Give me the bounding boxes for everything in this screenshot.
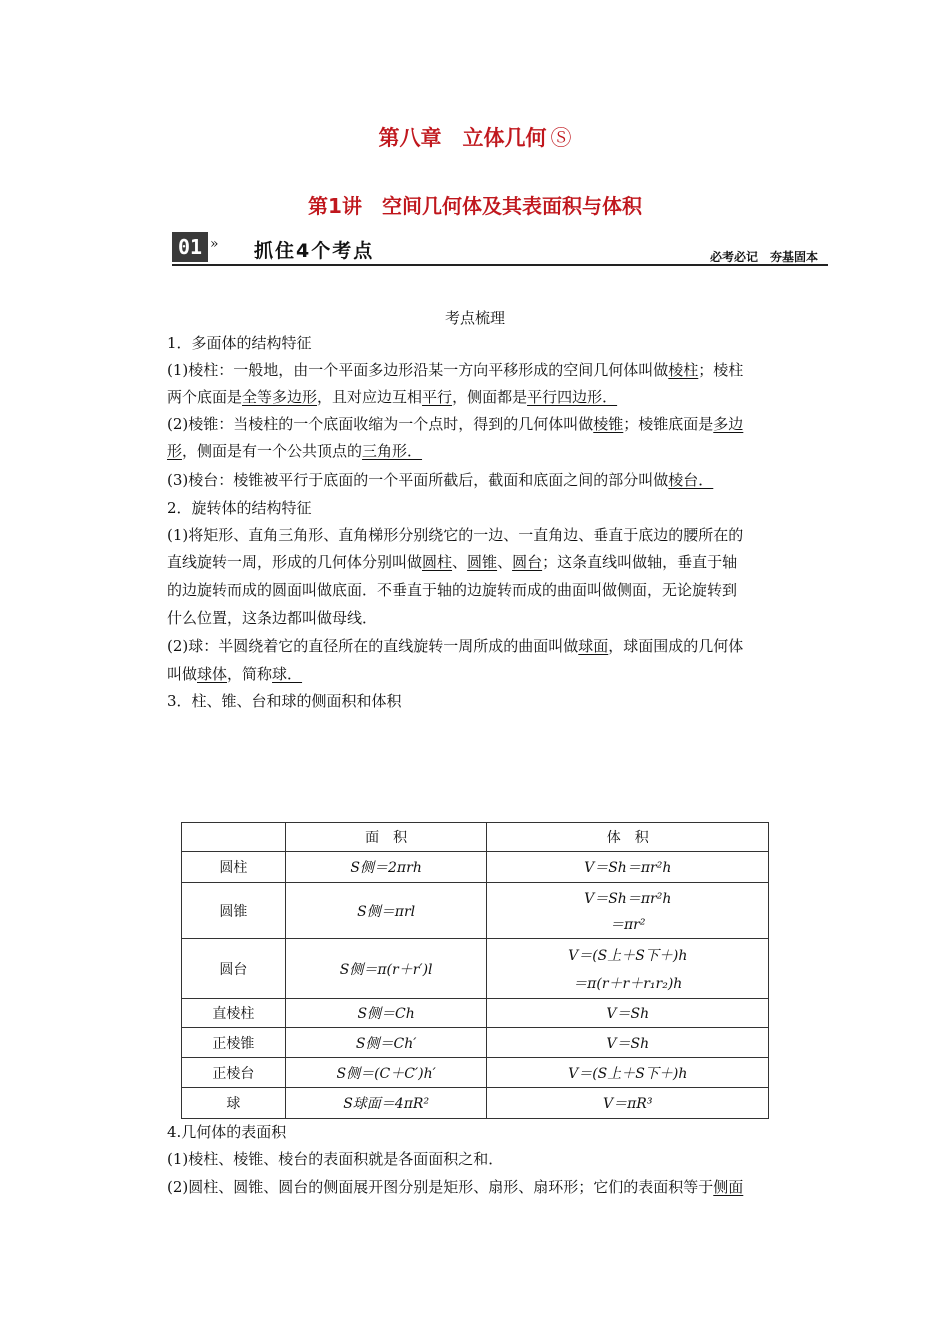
chapter-title: 第八章 立体几何 Ⓢ — [378, 126, 572, 150]
para-1a: (1)棱柱：一般地，由一个平面多边形沿某一方向平移形成的空间几何体叫做棱柱；棱柱 — [167, 361, 744, 379]
header-area: 面 积 — [285, 823, 487, 852]
heading-1: 1．多面体的结构特征 — [167, 334, 312, 352]
section-heading: 考点梳理 — [444, 309, 505, 327]
badge-icon: Ⓢ — [550, 126, 572, 150]
row-name: 圆台 — [182, 939, 286, 999]
row-name: 球 — [182, 1088, 286, 1119]
row-area: S侧＝2πrh — [285, 852, 487, 883]
table-row — [182, 1088, 769, 1119]
row-volume: V＝Sh＝πr²h — [487, 852, 769, 883]
arrow-icon: » — [210, 236, 219, 252]
row-name: 正棱台 — [182, 1058, 286, 1088]
table-row — [182, 999, 769, 1028]
rot-1b: 直线旋转一周，形成的几何体分别叫做圆柱、圆锥、圆台；这条直线叫做轴，垂直于轴 — [167, 553, 738, 571]
row-volume: V＝(S上＋S下＋)h ＝π(r＋r＋r₁r₂)h — [487, 939, 769, 999]
rot-1a: (1)将矩形、直角三角形、直角梯形分别绕它的一边、一直角边、垂直于底边的腰所在的 — [167, 526, 744, 544]
para-1b: 两个底面是全等多边形，且对应边互相平行，侧面都是平行四边形． — [167, 388, 618, 406]
header-blank — [182, 823, 286, 852]
para-2b: 形，侧面是有一个公共顶点的三角形． — [167, 442, 423, 460]
table-row — [182, 1058, 769, 1088]
lesson-title: 第1讲 空间几何体及其表面积与体积 — [308, 194, 642, 218]
table-row — [182, 883, 769, 939]
banner-number: 01 — [172, 232, 208, 262]
row-area: S侧＝Ch′ — [285, 1028, 487, 1058]
row-area: S侧＝(C＋C′)h′ — [285, 1058, 487, 1088]
row-area: S球面＝4πR² — [285, 1088, 487, 1119]
table-row — [182, 939, 769, 999]
row-volume: V＝πR³ — [487, 1088, 769, 1119]
formula-table — [181, 822, 769, 1119]
row-name: 圆锥 — [182, 883, 286, 939]
rot-1c: 的边旋转而成的圆面叫做底面．不垂直于轴的边旋转而成的曲面叫做侧面，无论旋转到 — [167, 581, 738, 599]
row-name: 直棱柱 — [182, 999, 286, 1028]
row-volume: V＝Sh — [487, 1028, 769, 1058]
row-name: 圆柱 — [182, 852, 286, 883]
para-2a: (2)棱锥：当棱柱的一个底面收缩为一个点时，得到的几何体叫做棱锥；棱锥底面是多边 — [167, 415, 744, 433]
row-volume: V＝(S上＋S下＋)h — [487, 1058, 769, 1088]
surf-1: (1)棱柱、棱锥、棱台的表面积就是各面面积之和． — [167, 1150, 504, 1168]
table-header-row — [182, 823, 769, 852]
rot-1d: 什么位置，这条边都叫做母线． — [167, 609, 378, 627]
row-volume: V＝Sh — [487, 999, 769, 1028]
banner-tagline: 必考必记 夯基固本 — [709, 250, 818, 264]
banner-heading: 抓住4个考点 — [254, 240, 375, 262]
row-name: 正棱锥 — [182, 1028, 286, 1058]
surf-2: (2)圆柱、圆锥、圆台的侧面展开图分别是矩形、扇形、扇环形；它们的表面积等于侧面 — [167, 1178, 744, 1196]
heading-2: 2．旋转体的结构特征 — [167, 499, 312, 517]
row-area: S侧＝πrl — [285, 883, 487, 939]
table-row — [182, 852, 769, 883]
row-volume: V＝Sh＝πr²h ＝πr² — [487, 883, 769, 939]
para-3: (3)棱台：棱锥被平行于底面的一个平面所截后，截面和底面之间的部分叫做棱台． — [167, 471, 714, 489]
table-row — [182, 1028, 769, 1058]
banner-rule — [172, 264, 828, 266]
rot-2b: 叫做球体，简称球． — [167, 665, 303, 683]
header-volume: 体 积 — [487, 823, 769, 852]
rot-2a: (2)球：半圆绕着它的直径所在的直线旋转一周所成的曲面叫做球面，球面围成的几何体 — [167, 637, 744, 655]
row-area: S侧＝Ch — [285, 999, 487, 1028]
row-area: S侧＝π(r＋r′)l — [285, 939, 487, 999]
heading-3: 3．柱、锥、台和球的侧面积和体积 — [167, 692, 402, 710]
heading-4: 4.几何体的表面积 — [167, 1123, 287, 1141]
section-banner — [172, 230, 828, 266]
